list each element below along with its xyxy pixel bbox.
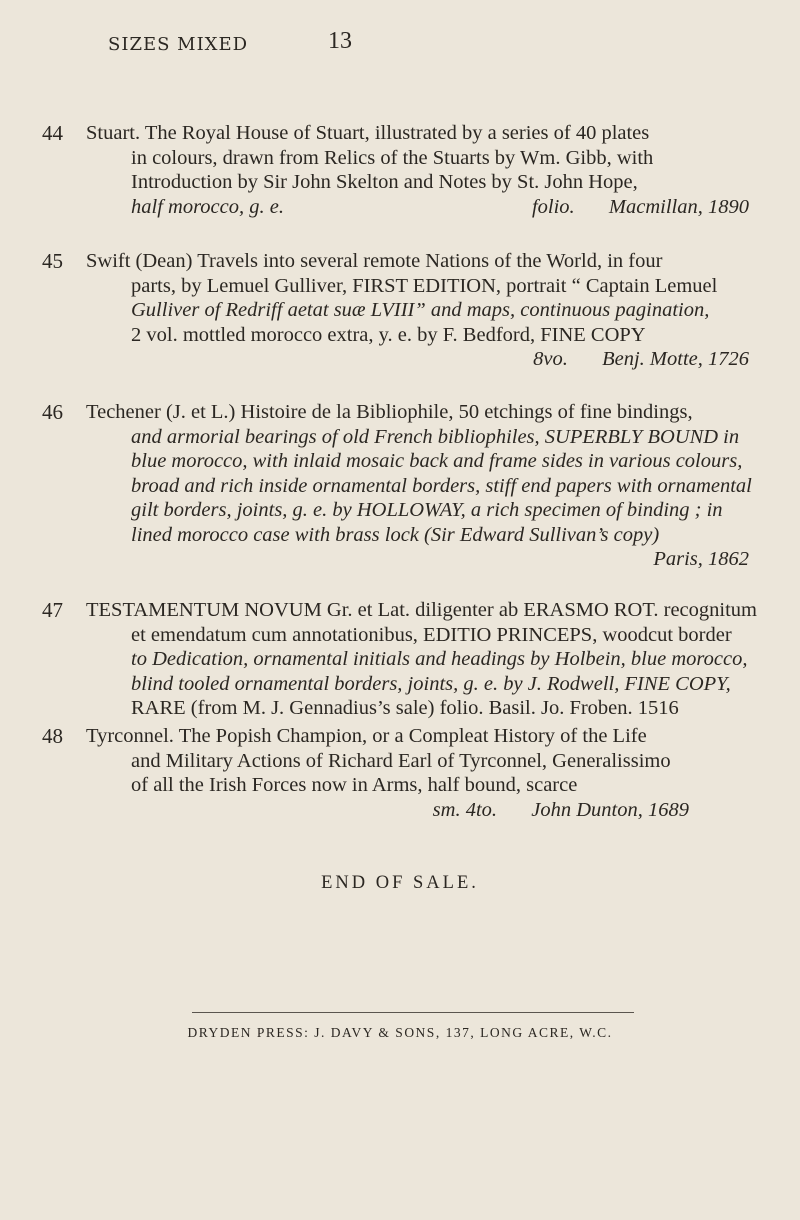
end-of-sale: END OF SALE. xyxy=(321,873,479,893)
lot-number: 44 xyxy=(42,121,63,145)
lot-line: blue morocco, with inlaid mosaic back and frame sides in various colours, xyxy=(131,450,743,472)
lot-format: 8vo. xyxy=(533,348,568,370)
lot-heading: Tyrconnel. The Popish Champion, or a Compleat History of the Life xyxy=(86,725,647,747)
lot-line: broad and rich inside ornamental borders, stiff end papers with ornamental xyxy=(131,474,752,497)
lot-format: sm. 4to. xyxy=(432,798,498,821)
section-title: SIZES MIXED xyxy=(108,34,249,55)
lot-imprint: Benj. Motte, 1726 xyxy=(602,348,749,370)
lot-line: half morocco, g. e. xyxy=(131,195,284,218)
lot-imprint: John Dunton, 1689 xyxy=(531,798,689,821)
divider xyxy=(192,1012,634,1013)
lot-line: and armorial bearings of old French bibliophiles, SUPERBLY BOUND in xyxy=(131,425,740,448)
lot-heading: Techener (J. et L.) Histoire de la Bibliophile, 50 etchings of fine bindings, xyxy=(86,401,693,423)
lot-number: 47 xyxy=(42,598,63,622)
lot-heading: Swift (Dean) Travels into several remote Nations of the World, in four xyxy=(86,250,663,272)
lot-line: Introduction by Sir John Skelton and Notes by St. John Hope, xyxy=(131,171,638,193)
lot-number: 48 xyxy=(42,724,63,748)
lot-line: in colours, drawn from Relics of the Stuarts by Wm. Gibb, with xyxy=(131,146,654,169)
lot-entry-47 xyxy=(42,598,757,721)
lot-line: of all the Irish Forces now in Arms, half bound, scarce xyxy=(131,774,578,796)
lot-line: to Dedication, ornamental initials and headings by Holbein, blue morocco, xyxy=(131,648,748,670)
lot-entry-44 xyxy=(42,121,757,219)
lot-number: 45 xyxy=(42,249,63,273)
lot-line: blind tooled ornamental borders, joints, g. e. by J. Rodwell, FINE COPY, xyxy=(131,672,731,695)
lot-entry-45 xyxy=(42,249,757,372)
lot-line: 2 vol. mottled morocco extra, y. e. by F. Bedford, FINE COPY xyxy=(131,323,646,346)
lot-line: and Military Actions of Richard Earl of Tyrconnel, Generalissimo xyxy=(131,749,671,772)
lot-line: et emendatum cum annotationibus, EDITIO PRINCEPS, woodcut border xyxy=(131,623,732,646)
lot-heading: TESTAMENTUM NOVUM Gr. et Lat. diligenter ab ERASMO ROT. recognitum xyxy=(86,599,757,621)
lot-imprint: Macmillan, 1890 xyxy=(608,195,749,218)
lot-imprint: Paris, 1862 xyxy=(653,548,749,570)
page-number: 13 xyxy=(328,28,352,54)
running-header xyxy=(78,28,718,64)
lot-number: 46 xyxy=(42,400,63,424)
lot-format: folio. xyxy=(531,195,575,218)
lot-line: gilt borders, joints, g. e. by HOLLOWAY, a rich specimen of binding ; in xyxy=(131,499,723,521)
lot-line: lined morocco case with brass lock (Sir Edward Sullivan’s copy) xyxy=(131,523,660,546)
lot-heading: Stuart. The Royal House of Stuart, illustrated by a series of 40 plates xyxy=(86,122,650,144)
lot-entry-46 xyxy=(42,400,757,572)
lot-line: parts, by Lemuel Gulliver, FIRST EDITION, portrait “ Captain Lemuel xyxy=(131,274,718,297)
lot-line: RARE (from M. J. Gennadius’s sale) folio. Basil. Jo. Froben. 1516 xyxy=(131,697,679,719)
lot-line: Gulliver of Redriff aetat suæ LVIII” and maps, continuous pagination, xyxy=(131,299,710,321)
lot-entry-48 xyxy=(42,724,757,822)
printer-imprint: DRYDEN PRESS: J. DAVY & SONS, 137, LONG ACRE, W.C. xyxy=(187,1025,613,1040)
